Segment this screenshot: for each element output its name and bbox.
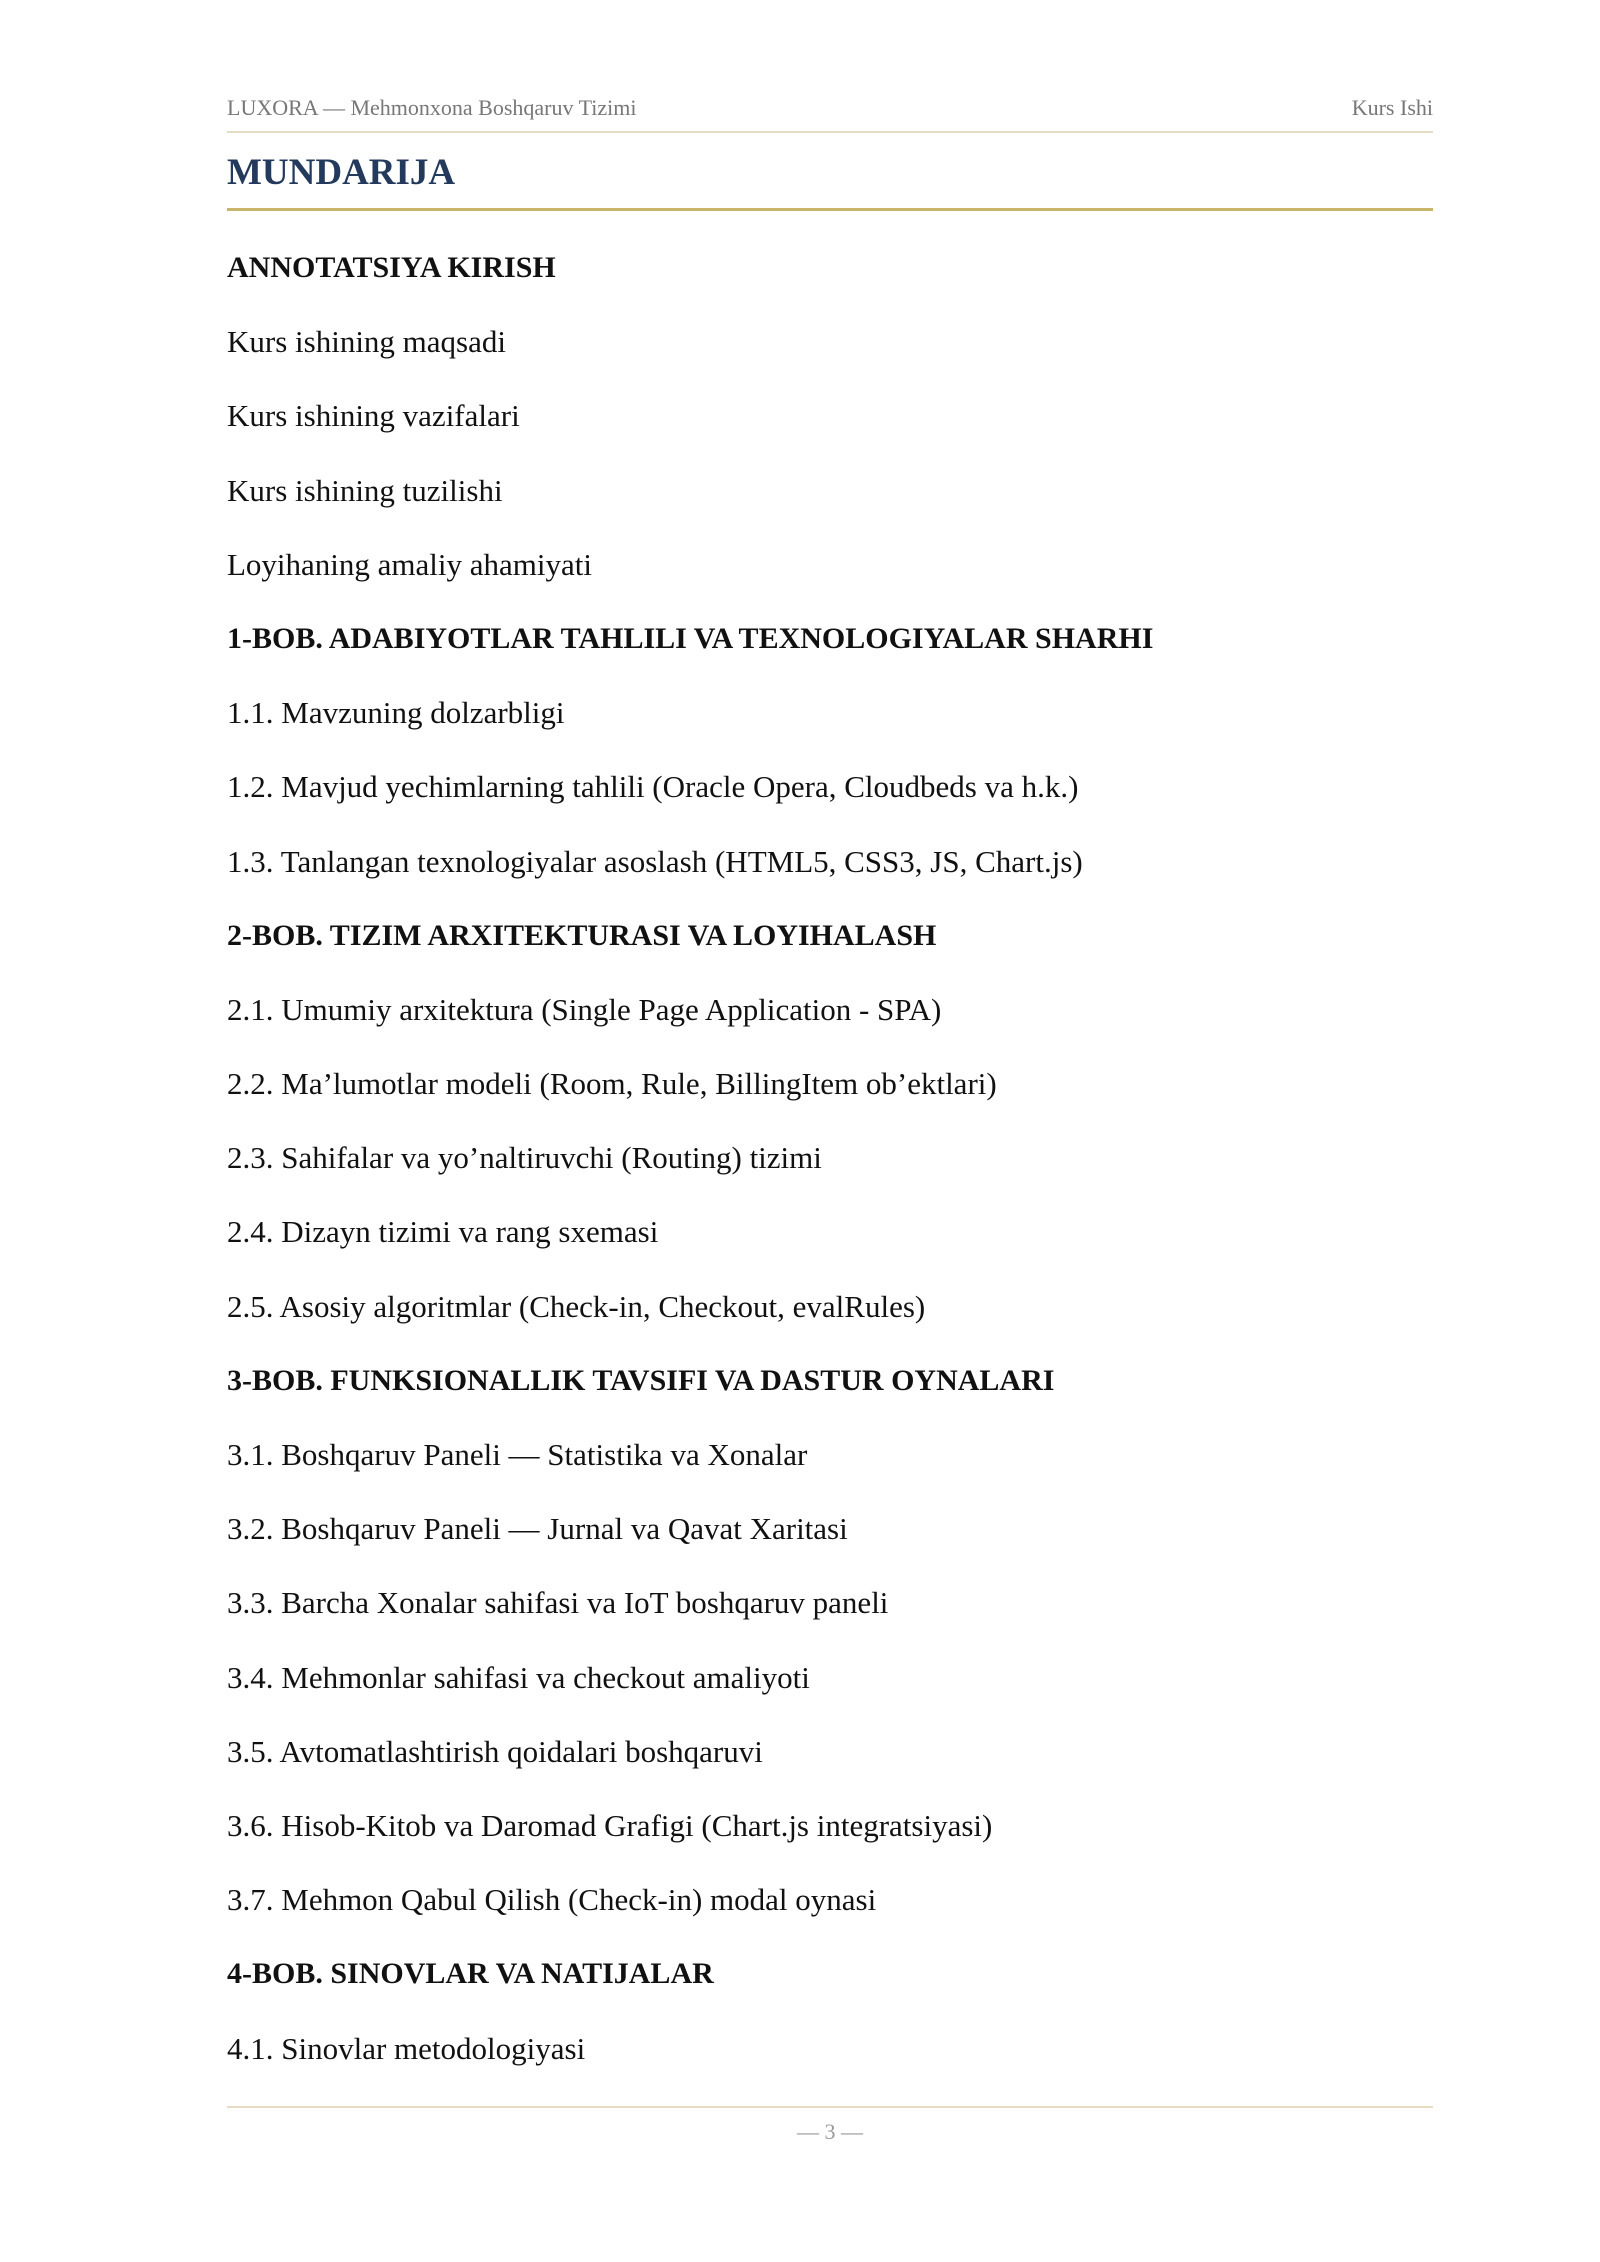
toc-chapter-heading: ANNOTATSIYA KIRISH — [227, 251, 556, 284]
toc-chapter-heading: 2-BOB. TIZIM ARXITEKTURASI VA LOYIHALASH — [227, 918, 937, 952]
page-title: MUNDARIJA — [227, 152, 456, 193]
title-divider — [227, 208, 1433, 211]
toc-entry: 2.3. Sahifalar va yo’naltiruvchi (Routing) tizimi — [227, 1140, 822, 1176]
running-header — [227, 92, 1433, 124]
toc-entry: 2.2. Ma’lumotlar modeli (Room, Rule, BillingItem ob’ektlari) — [227, 1066, 997, 1102]
toc-entry: 3.6. Hisob-Kitob va Daromad Grafigi (Chart.js integratsiyasi) — [227, 1807, 993, 1843]
toc-entry: 2.1. Umumiy arxitektura (Single Page Application - SPA) — [227, 991, 942, 1027]
toc-entry: 4.1. Sinovlar metodologiyasi — [227, 2030, 586, 2066]
toc-entry: 1.1. Mavzuning dolzarbligi — [227, 695, 565, 731]
toc-entry: Kurs ishining tuzilishi — [227, 472, 503, 508]
footer-divider — [227, 2106, 1433, 2108]
toc-chapter-heading: 3-BOB. FUNKSIONALLIK TAVSIFI VA DASTUR OYNALARI — [227, 1363, 1055, 1397]
document-page — [227, 0, 1433, 2262]
header-document-type: Kurs Ishi — [1351, 95, 1433, 120]
toc-entry: 1.2. Mavjud yechimlarning tahlili (Oracle Opera, Cloudbeds va h.k.) — [227, 769, 1079, 805]
toc-entry: Kurs ishining maqsadi — [227, 324, 506, 360]
header-document-title: LUXORA — Mehmonxona Boshqaruv Tizimi — [227, 95, 637, 120]
page-number: — 3 — — [797, 2119, 863, 2144]
toc-entry: Kurs ishining vazifalari — [227, 398, 520, 434]
header-divider — [227, 131, 1433, 133]
toc-entry: 3.4. Mehmonlar sahifasi va checkout amaliyoti — [227, 1659, 810, 1695]
toc-entry: Loyihaning amaliy ahamiyati — [227, 546, 593, 582]
table-of-contents — [227, 246, 1433, 2101]
toc-entry: 3.1. Boshqaruv Paneli — Statistika va Xonalar — [227, 1437, 808, 1472]
toc-chapter-heading: 4-BOB. SINOVLAR VA NATIJALAR — [227, 1957, 714, 1991]
toc-entry: 3.3. Barcha Xonalar sahifasi va IoT boshqaruv paneli — [227, 1585, 889, 1621]
toc-entry: 2.5. Asosiy algoritmlar (Check-in, Checkout, evalRules) — [227, 1288, 926, 1324]
toc-chapter-heading: 1-BOB. ADABIYOTLAR TAHLILI VA TEXNOLOGIYALAR SHARHI — [227, 621, 1154, 655]
toc-entry: 1.3. Tanlangan texnologiyalar asoslash (HTML5, CSS3, JS, Chart.js) — [227, 843, 1083, 879]
toc-entry: 3.2. Boshqaruv Paneli — Jurnal va Qavat Xaritasi — [227, 1511, 848, 1547]
toc-entry: 3.5. Avtomatlashtirish qoidalari boshqaruvi — [227, 1733, 763, 1769]
toc-entry: 2.4. Dizayn tizimi va rang sxemasi — [227, 1214, 659, 1250]
toc-entry: 3.7. Mehmon Qabul Qilish (Check-in) modal oynasi — [227, 1882, 877, 1918]
